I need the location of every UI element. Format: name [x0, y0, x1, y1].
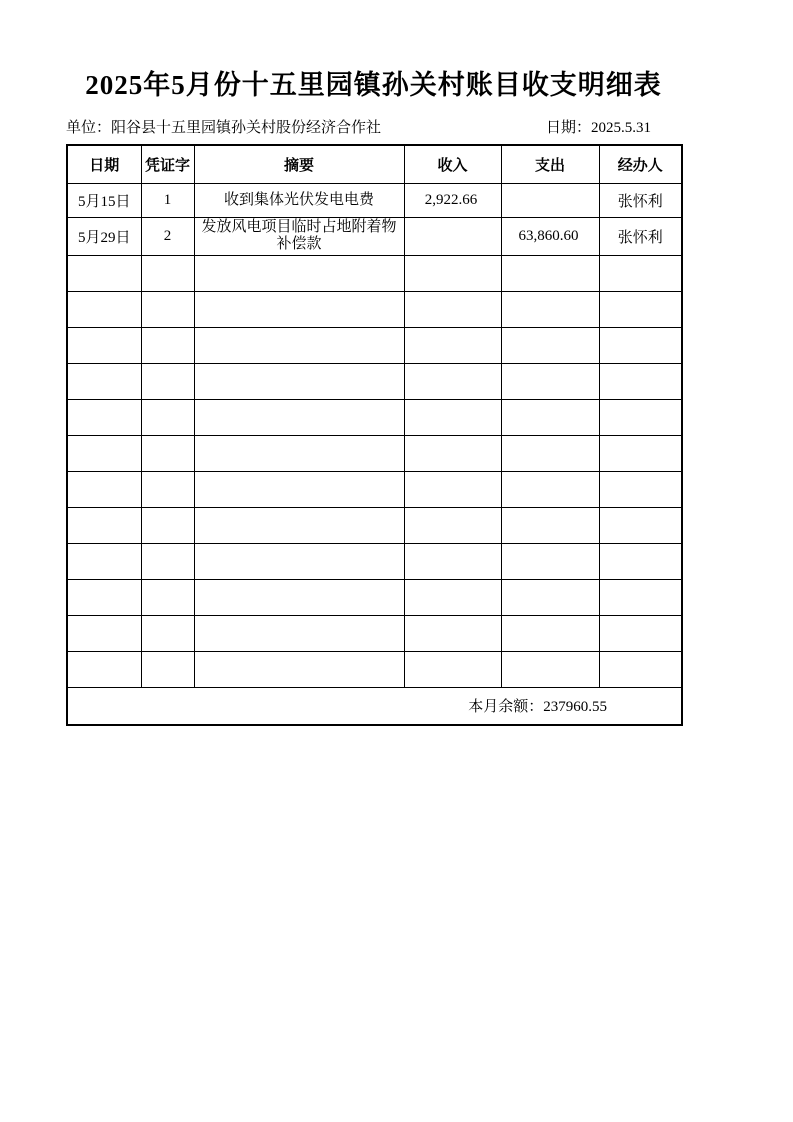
empty-cell	[599, 543, 682, 579]
meta-line	[66, 118, 681, 139]
empty-table-row	[67, 507, 682, 543]
cell-operator: 张怀利	[599, 217, 682, 255]
empty-cell	[501, 543, 599, 579]
table-footer	[67, 687, 682, 725]
empty-cell	[194, 255, 404, 291]
empty-cell	[404, 399, 501, 435]
col-header-summary: 摘要	[194, 145, 404, 183]
col-header-income: 收入	[404, 145, 501, 183]
empty-cell	[404, 291, 501, 327]
empty-cell	[599, 507, 682, 543]
cell-summary: 发放风电项目临时占地附着物补偿款	[194, 217, 404, 255]
empty-cell	[194, 399, 404, 435]
empty-table-row	[67, 651, 682, 687]
cell-voucher: 1	[141, 183, 194, 217]
empty-cell	[141, 291, 194, 327]
empty-cell	[67, 579, 141, 615]
empty-cell	[194, 579, 404, 615]
month-balance-label: 本月余额：	[468, 699, 544, 716]
table-row	[67, 217, 682, 255]
cell-date: 5月29日	[67, 217, 141, 255]
month-balance-value: 237960.55	[543, 699, 607, 716]
empty-table-row	[67, 399, 682, 435]
empty-cell	[194, 435, 404, 471]
empty-cell	[599, 615, 682, 651]
empty-cell	[67, 327, 141, 363]
empty-table-row	[67, 579, 682, 615]
empty-cell	[501, 615, 599, 651]
empty-cell	[194, 543, 404, 579]
empty-table-row	[67, 615, 682, 651]
empty-cell	[67, 507, 141, 543]
cell-date: 5月15日	[67, 183, 141, 217]
empty-cell	[404, 615, 501, 651]
empty-table-row	[67, 291, 682, 327]
empty-cell	[404, 543, 501, 579]
empty-cell	[404, 363, 501, 399]
empty-cell	[501, 327, 599, 363]
empty-cell	[599, 579, 682, 615]
empty-cell	[141, 543, 194, 579]
table-body	[67, 183, 682, 687]
empty-cell	[404, 579, 501, 615]
empty-cell	[141, 615, 194, 651]
empty-cell	[67, 471, 141, 507]
empty-cell	[194, 615, 404, 651]
empty-table-row	[67, 543, 682, 579]
cell-operator: 张怀利	[599, 183, 682, 217]
empty-cell	[599, 435, 682, 471]
empty-cell	[599, 399, 682, 435]
empty-cell	[67, 399, 141, 435]
empty-cell	[404, 471, 501, 507]
date-label: 日期：2025.5.31	[545, 120, 651, 136]
empty-cell	[599, 255, 682, 291]
cell-expense	[501, 183, 599, 217]
empty-cell	[67, 435, 141, 471]
empty-cell	[67, 651, 141, 687]
header-row	[67, 145, 682, 183]
empty-table-row	[67, 255, 682, 291]
empty-cell	[404, 651, 501, 687]
empty-cell	[67, 255, 141, 291]
empty-cell	[599, 651, 682, 687]
empty-cell	[501, 363, 599, 399]
empty-cell	[141, 399, 194, 435]
empty-table-row	[67, 435, 682, 471]
empty-cell	[141, 471, 194, 507]
empty-cell	[141, 327, 194, 363]
empty-cell	[194, 363, 404, 399]
cell-voucher: 2	[141, 217, 194, 255]
empty-cell	[194, 507, 404, 543]
empty-cell	[501, 291, 599, 327]
empty-cell	[501, 471, 599, 507]
empty-cell	[599, 291, 682, 327]
empty-cell	[404, 327, 501, 363]
empty-cell	[501, 435, 599, 471]
month-balance	[67, 687, 682, 725]
empty-cell	[194, 471, 404, 507]
empty-cell	[599, 327, 682, 363]
unit-label: 单位：阳谷县十五里园镇孙关村股份经济合作社	[66, 120, 382, 136]
col-header-expense: 支出	[501, 145, 599, 183]
empty-table-row	[67, 327, 682, 363]
empty-cell	[599, 471, 682, 507]
empty-cell	[599, 363, 682, 399]
cell-income	[404, 217, 501, 255]
empty-cell	[404, 507, 501, 543]
empty-cell	[67, 543, 141, 579]
col-header-date: 日期	[67, 145, 141, 183]
col-header-operator: 经办人	[599, 145, 682, 183]
empty-cell	[67, 363, 141, 399]
document-content	[66, 63, 681, 726]
empty-cell	[141, 363, 194, 399]
cell-summary: 收到集体光伏发电电费	[194, 183, 404, 217]
empty-cell	[501, 255, 599, 291]
page-title: 2025年5月份十五里园镇孙关村账目收支明细表	[85, 70, 662, 100]
empty-cell	[141, 651, 194, 687]
table-row	[67, 183, 682, 217]
empty-cell	[404, 255, 501, 291]
col-header-voucher: 凭证字	[141, 145, 194, 183]
empty-cell	[141, 507, 194, 543]
table-header	[67, 145, 682, 183]
ledger-table	[66, 144, 683, 726]
empty-cell	[67, 615, 141, 651]
empty-cell	[501, 399, 599, 435]
cell-income: 2,922.66	[404, 183, 501, 217]
cell-expense: 63,860.60	[501, 217, 599, 255]
empty-cell	[404, 435, 501, 471]
empty-cell	[501, 651, 599, 687]
empty-cell	[501, 579, 599, 615]
empty-cell	[194, 651, 404, 687]
empty-table-row	[67, 363, 682, 399]
empty-cell	[141, 435, 194, 471]
empty-cell	[67, 291, 141, 327]
empty-cell	[194, 327, 404, 363]
empty-cell	[141, 255, 194, 291]
empty-table-row	[67, 471, 682, 507]
balance-row	[67, 687, 682, 725]
empty-cell	[194, 291, 404, 327]
empty-cell	[141, 579, 194, 615]
empty-cell	[501, 507, 599, 543]
